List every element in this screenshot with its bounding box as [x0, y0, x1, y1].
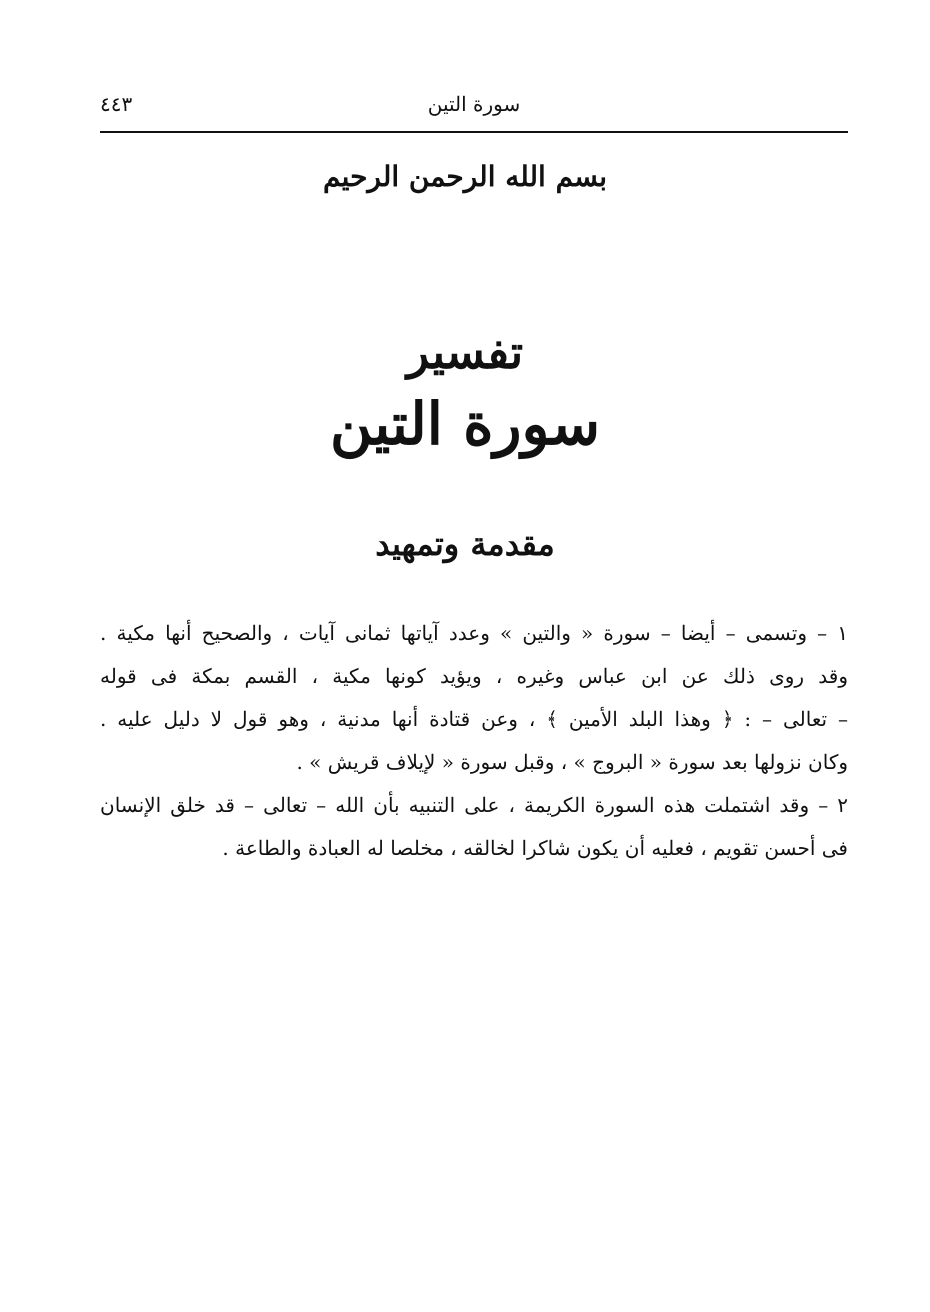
body-text — [100, 612, 848, 870]
paragraph — [100, 784, 848, 870]
section-subtitle: مقدمة وتمهيد — [375, 525, 555, 563]
header-divider — [100, 131, 848, 133]
text-line: وكان نزولها بعد سورة « البروج » ، وقبل سورة « لإيلاف قريش » . — [296, 750, 848, 774]
page-number: ٤٤٣ — [100, 92, 133, 116]
text-line: ١ – وتسمى – أيضا – سورة « والتين » وعدد آياتها ثمانى آيات ، والصحيح أنها مكية . — [100, 621, 848, 645]
text-line: وقد روى ذلك عن ابن عباس وغيره ، ويؤيد كونها مكية ، القسم بمكة فى قوله — [100, 664, 848, 688]
chapter-title-line-2: سورة التين — [329, 390, 601, 458]
chapter-title-line-1: تفسير — [406, 325, 524, 379]
text-line: ٢ – وقد اشتملت هذه السورة الكريمة ، على التنبيه بأن الله – تعالى – قد خلق الإنسان — [100, 793, 848, 817]
page-header — [100, 88, 848, 128]
basmala: بسم الله الرحمن الرحيم — [323, 160, 607, 193]
paragraph — [100, 612, 848, 784]
running-title: سورة التين — [427, 92, 521, 116]
text-line: فى أحسن تقويم ، فعليه أن يكون شاكرا لخالقه ، مخلصا له العبادة والطاعة . — [222, 836, 848, 860]
text-line: – تعالى – : ﴿ وهذا البلد الأمين ﴾ ، وعن قتادة أنها مدنية ، وهو قول لا دليل عليه . — [100, 707, 848, 731]
